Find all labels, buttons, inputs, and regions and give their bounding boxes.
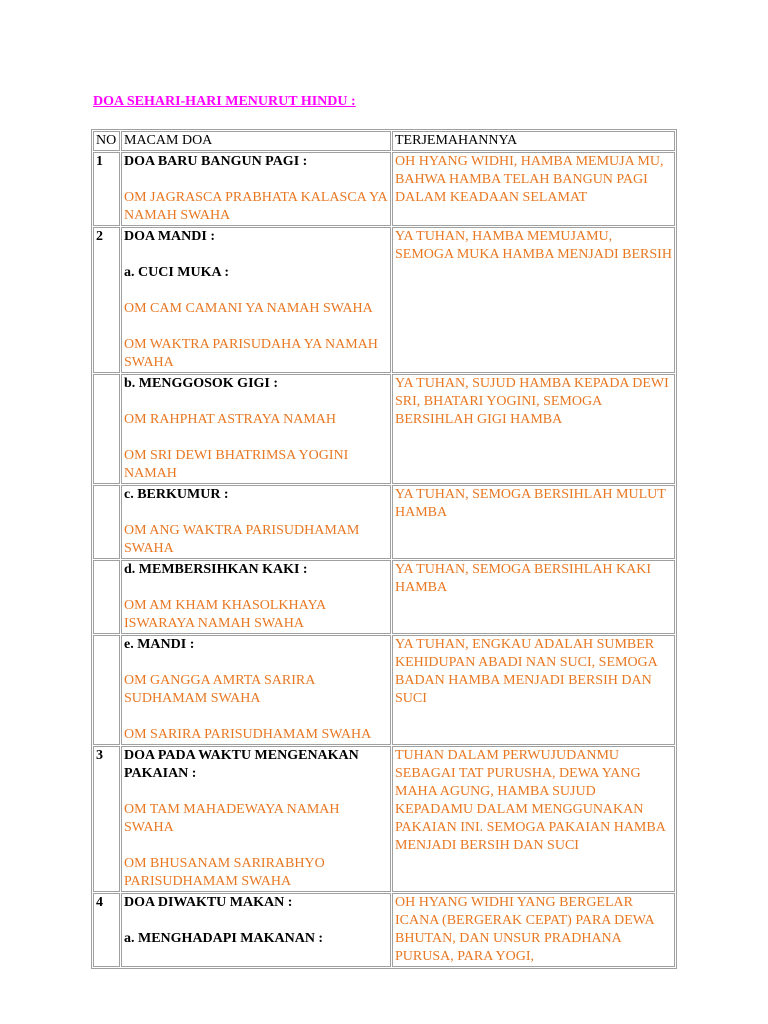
table-row (93, 485, 675, 559)
prayer-cell (121, 227, 391, 373)
spacer (124, 708, 388, 726)
table-row (93, 374, 675, 484)
prayer-subheading: c. BERKUMUR : (124, 487, 229, 502)
header-no: NO (93, 131, 120, 151)
mantra-text: OM GANGGA AMRTA SARIRA SUDHAMAM SWAHA (124, 673, 315, 706)
translation-cell: YA TUHAN, ENGKAU ADALAH SUMBER KEHIDUPAN ABADI NAN SUCI, SEMOGA BADAN HAMBA MENJADI BERSIH DAN SUCI (392, 635, 675, 745)
row-number: 3 (93, 746, 120, 892)
table-row (93, 560, 675, 634)
row-number: 2 (93, 227, 120, 373)
prayer-heading: DOA BARU BANGUN PAGI : (124, 154, 308, 169)
prayer-cell (121, 893, 391, 967)
spacer (124, 429, 388, 447)
spacer (124, 282, 388, 300)
spacer (124, 318, 388, 336)
document-title: DOA SEHARI-HARI MENURUT HINDU : (93, 94, 356, 109)
row-number: 4 (93, 893, 120, 967)
prayer-cell (121, 635, 391, 745)
spacer (124, 912, 388, 930)
translation-cell: YA TUHAN, HAMBA MEMUJAMU, SEMOGA MUKA HAMBA MENJADI BERSIH (392, 227, 675, 373)
prayer-cell (121, 374, 391, 484)
mantra-text: OM RAHPHAT ASTRAYA NAMAH (124, 412, 336, 427)
spacer (124, 246, 388, 264)
header-macam-doa: MACAM DOA (121, 131, 391, 151)
prayer-subheading: d. MEMBERSIHKAN KAKI : (124, 562, 308, 577)
translation-cell: YA TUHAN, SUJUD HAMBA KEPADA DEWI SRI, BHATARI YOGINI, SEMOGA BERSIHLAH GIGI HAMBA (392, 374, 675, 484)
row-number (93, 485, 120, 559)
spacer (124, 393, 388, 411)
prayer-cell (121, 485, 391, 559)
table-row (93, 746, 675, 892)
mantra-text: OM JAGRASCA PRABHATA KALASCA YA NAMAH SWAHA (124, 190, 387, 223)
table-row (93, 227, 675, 373)
spacer (124, 579, 388, 597)
mantra-text: OM SRI DEWI BHATRIMSA YOGINI NAMAH (124, 448, 349, 481)
mantra-text: OM TAM MAHADEWAYA NAMAH SWAHA (124, 802, 340, 835)
header-terjemahan: TERJEMAHANNYA (392, 131, 675, 151)
mantra-text: OM CAM CAMANI YA NAMAH SWAHA (124, 301, 373, 316)
table-row (93, 152, 675, 226)
prayer-heading: DOA MANDI : (124, 229, 215, 244)
spacer (124, 654, 388, 672)
table-header-row (93, 131, 675, 151)
translation-cell: OH HYANG WIDHI, HAMBA MEMUJA MU, BAHWA HAMBA TELAH BANGUN PAGI DALAM KEADAAN SELAMAT (392, 152, 675, 226)
mantra-text: OM AM KHAM KHASOLKHAYA ISWARAYA NAMAH SWAHA (124, 598, 326, 631)
prayer-subheading: a. CUCI MUKA : (124, 265, 229, 280)
row-number (93, 560, 120, 634)
spacer (124, 171, 388, 189)
prayer-heading: DOA PADA WAKTU MENGENAKAN PAKAIAN : (124, 748, 359, 781)
spacer (124, 504, 388, 522)
spacer (124, 783, 388, 801)
mantra-text: OM BHUSANAM SARIRABHYO PARISUDHAMAM SWAHA (124, 856, 325, 889)
table-row (93, 635, 675, 745)
prayer-subheading: a. MENGHADAPI MAKANAN : (124, 931, 324, 946)
translation-cell: OH HYANG WIDHI YANG BERGELAR ICANA (BERGERAK CEPAT) PARA DEWA BHUTAN, DAN UNSUR PRADHANA PURUSA, PARA YOGI, (392, 893, 675, 967)
row-number (93, 374, 120, 484)
prayer-subheading: e. MANDI : (124, 637, 195, 652)
mantra-text: OM ANG WAKTRA PARISUDHAMAM SWAHA (124, 523, 360, 556)
mantra-text: OM WAKTRA PARISUDAHA YA NAMAH SWAHA (124, 337, 378, 370)
prayer-subheading: b. MENGGOSOK GIGI : (124, 376, 279, 391)
prayer-cell (121, 560, 391, 634)
translation-cell: TUHAN DALAM PERWUJUDANMU SEBAGAI TAT PURUSHA, DEWA YANG MAHA AGUNG, HAMBA SUJUD KEPADAMU DALAM MENGGUNAKAN PAKAIAN INI. SEMOGA PAKAIAN HAMBA MENJADI BERSIH DAN SUCI (392, 746, 675, 892)
prayer-cell (121, 746, 391, 892)
row-number (93, 635, 120, 745)
row-number: 1 (93, 152, 120, 226)
prayer-heading: DOA DIWAKTU MAKAN : (124, 895, 293, 910)
table-row (93, 893, 675, 967)
mantra-text: OM SARIRA PARISUDHAMAM SWAHA (124, 727, 372, 742)
spacer (124, 837, 388, 855)
prayer-cell (121, 152, 391, 226)
prayer-table (91, 129, 677, 969)
translation-cell: YA TUHAN, SEMOGA BERSIHLAH KAKI HAMBA (392, 560, 675, 634)
translation-cell: YA TUHAN, SEMOGA BERSIHLAH MULUT HAMBA (392, 485, 675, 559)
